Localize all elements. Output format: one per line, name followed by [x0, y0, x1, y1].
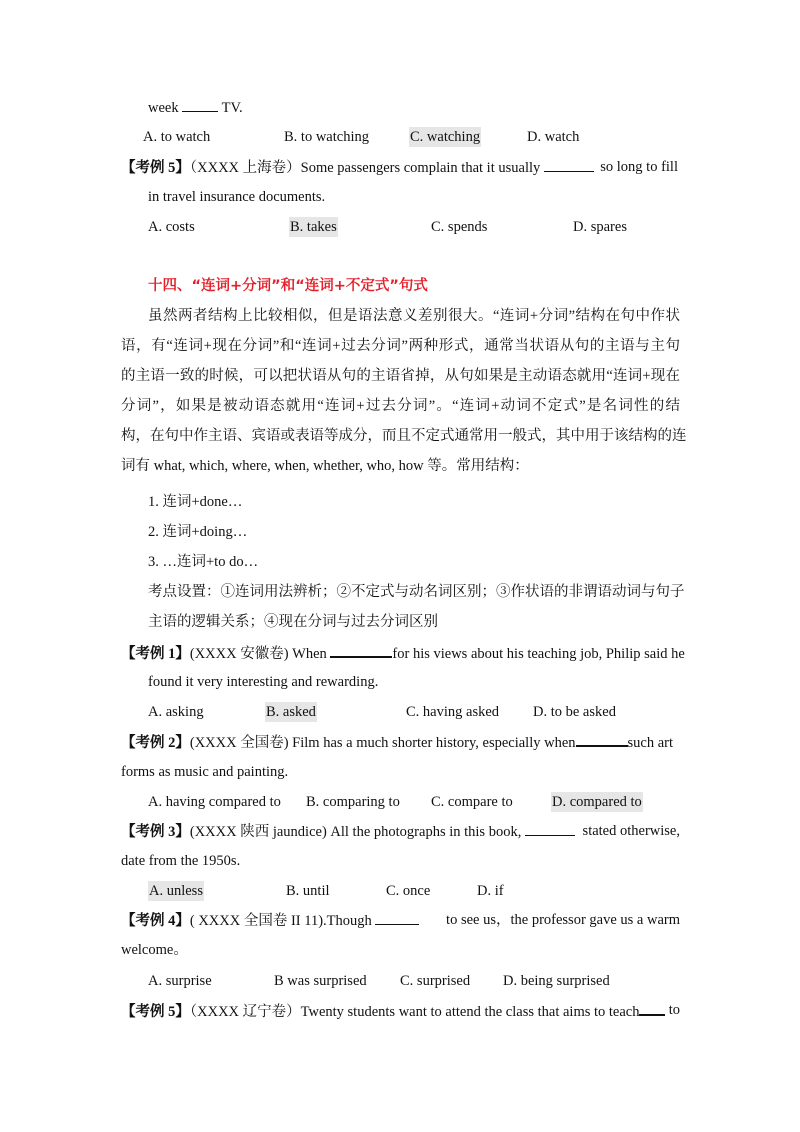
- paragraph-line: 语，有“连词+现在分词”和“连词+过去分词”两种形式，通常当状语从句的主语与主句: [121, 338, 680, 354]
- question-tail: [148, 97, 243, 118]
- paragraph-line: 分词”，如果是被动语态就用“连词+过去分词”。“连词+动词不定式”是名词性的结: [121, 398, 680, 414]
- tail-text: week: [148, 100, 179, 116]
- option-b: B was surprised: [274, 973, 367, 989]
- example-5-shanghai-line1: [121, 157, 678, 178]
- question-text: (XXXX 全国卷) Film has a much shorter history, especially when: [189, 735, 576, 751]
- option-b: B. to watching: [284, 129, 369, 145]
- option-c: C. surprised: [400, 973, 471, 989]
- structure-item: 1. 连词+done…: [148, 494, 243, 510]
- question-text: such art: [627, 735, 674, 751]
- question-text: ( XXXX 全国卷 II 11).Though: [189, 913, 372, 929]
- question-text: to: [668, 1002, 680, 1018]
- option-c: C. compare to: [431, 794, 513, 810]
- question-line2: forms as music and painting.: [121, 764, 289, 780]
- option-b: B. comparing to: [306, 794, 400, 810]
- option-c: C. having asked: [406, 704, 500, 720]
- paragraph-line: 的主语一致的时候，可以把状语从句的主语省掉，从句如果是主动语态就用“连词+现在: [121, 368, 680, 384]
- question-line2: date from the 1950s.: [121, 853, 241, 869]
- option-d: D. being surprised: [503, 973, 610, 989]
- option-a: A. asking: [148, 704, 204, 720]
- option-a: A. having compared to: [148, 794, 281, 810]
- example-1-line1: [121, 642, 685, 664]
- option-d: D. if: [477, 883, 504, 899]
- structure-item: 2. 连词+doing…: [148, 524, 248, 540]
- example-label: 【考例 5】: [121, 1004, 190, 1020]
- paragraph-line: 词有 what, which, where, when, whether, who, how 等。常用结构：: [121, 458, 529, 474]
- option-c: C. once: [386, 883, 431, 899]
- paragraph-line: 构，在句中作主语、宾语或表语等成分，而且不定式通常用一般式，其中用于该结构的连: [121, 428, 687, 444]
- question-text: （XXXX 上海卷）Some passengers complain that it usually: [189, 160, 541, 176]
- structure-item: 3. …连词+to do…: [148, 554, 259, 570]
- example-label: 【考例 2】: [121, 735, 190, 751]
- answer-blank: [544, 157, 594, 172]
- question-text: stated otherwise,: [582, 823, 680, 839]
- question-text: for his views about his teaching job, Philip said he: [392, 646, 685, 662]
- option-d-highlighted: D. compared to: [552, 794, 642, 810]
- question-text: to see us，the professor gave us a warm: [446, 912, 680, 928]
- answer-blank: [330, 642, 392, 658]
- example-3-line1: [121, 821, 680, 842]
- example-2-line1: [121, 731, 680, 753]
- example-label: 【考例 3】: [121, 824, 190, 840]
- option-a: A. surprise: [148, 973, 212, 989]
- question-line2: in travel insurance documents.: [148, 189, 326, 205]
- answer-blank: [375, 910, 419, 925]
- answer-blank: [576, 731, 628, 747]
- example-4-line1: [121, 910, 680, 931]
- paragraph-line: 虽然两者结构上比较相似，但是语法意义差别很大。“连词+分词”结构在句中作状: [148, 308, 680, 324]
- example-5-liaoning-line1: [121, 1000, 680, 1022]
- example-label: 【考例 4】: [121, 913, 190, 929]
- option-c: C. spends: [431, 219, 488, 235]
- question-text: （XXXX 辽宁卷）Twenty students want to attend the class that aims to teach: [189, 1004, 640, 1020]
- option-a: A. costs: [148, 219, 195, 235]
- option-a-highlighted: A. unless: [149, 883, 203, 899]
- question-text: (XXXX 安徽卷) When: [189, 646, 327, 662]
- section-title: 十四、“连词+分词”和“连词+不定式”句式: [148, 278, 428, 294]
- exam-points-line: 考点设置：①连词用法辨析；②不定式与动名词区别；③作状语的非谓语动词与句子: [148, 584, 685, 600]
- example-label: 【考例 1】: [121, 646, 190, 662]
- answer-blank: [639, 1000, 665, 1016]
- answer-blank: [525, 821, 575, 836]
- question-line2: welcome。: [121, 942, 188, 958]
- option-c-highlighted: C. watching: [410, 129, 481, 145]
- exam-points-line: 主语的逻辑关系；④现在分词与过去分词区别: [148, 614, 438, 630]
- example-label: 【考例 5】: [121, 160, 190, 176]
- option-b-highlighted: B. asked: [266, 704, 316, 720]
- option-d: D. spares: [573, 219, 627, 235]
- option-a: A. to watch: [143, 129, 211, 145]
- option-d: D. watch: [527, 129, 580, 145]
- question-line2: found it very interesting and rewarding.: [148, 674, 379, 690]
- option-b: B. until: [286, 883, 330, 899]
- tail-text: TV.: [221, 100, 243, 116]
- question-text: so long to fill: [600, 159, 678, 175]
- option-d: D. to be asked: [533, 704, 616, 720]
- answer-blank: [182, 97, 218, 112]
- option-b-highlighted: B. takes: [290, 219, 337, 235]
- question-text: (XXXX 陕西 jaundice) All the photographs in this book,: [189, 824, 522, 840]
